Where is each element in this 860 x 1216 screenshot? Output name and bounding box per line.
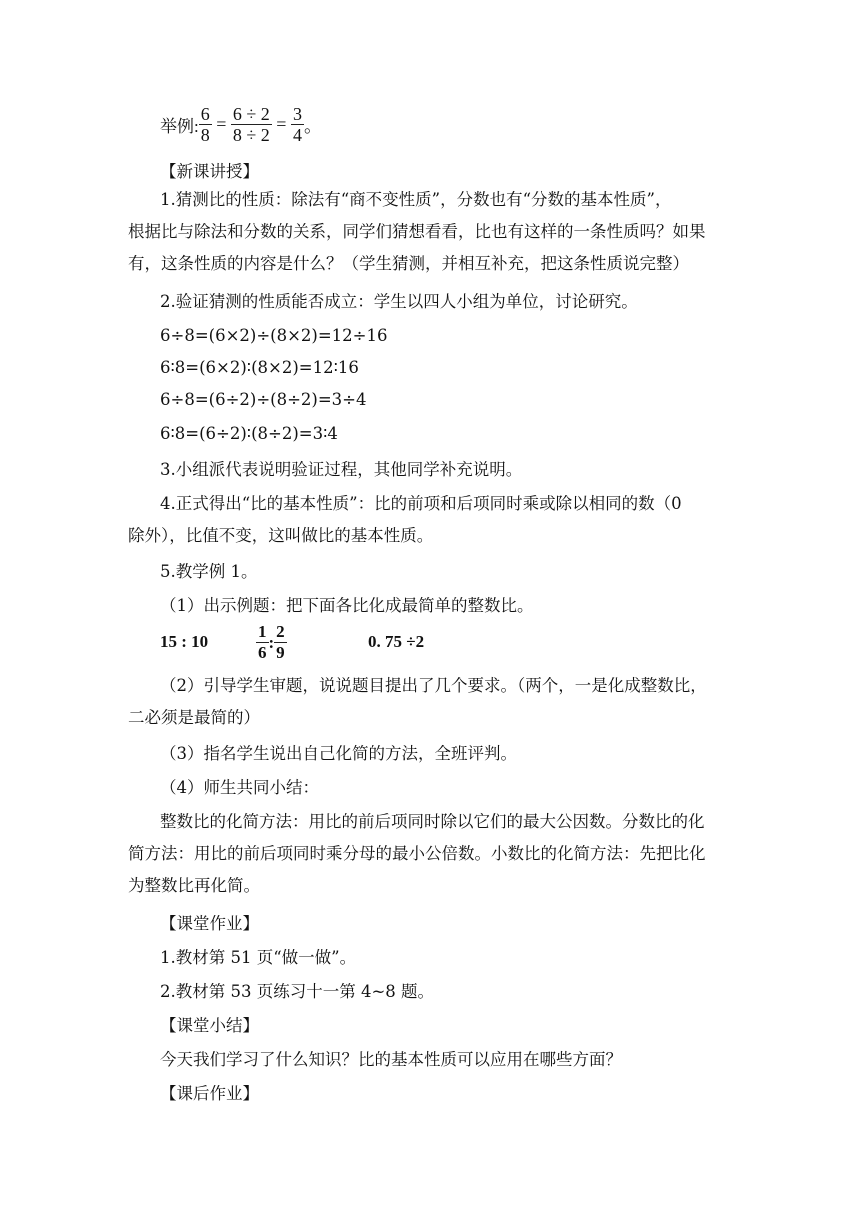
paragraph-4-line-2: 除外），比值不变，这叫做比的基本性质。: [128, 526, 434, 545]
example-label: 举例:: [160, 117, 199, 136]
paragraph-1-line-3: 有，这条性质的内容是什么？（学生猜测，并相互补充，把这条性质说完整）: [128, 254, 689, 273]
formula-line: 6÷8=(6÷2)÷(8÷2)=3÷4: [160, 390, 367, 409]
step-3: （3）指名学生说出自己化简的方法，全班评判。: [160, 744, 517, 763]
class-work-item-1: 1.教材第 51 页“做一做”。: [160, 948, 357, 967]
equals-sign: =: [276, 114, 287, 134]
formula-line: 6∶8=(6÷2)∶(8÷2)=3∶4: [160, 424, 338, 443]
paragraph-5: 5.教学例 1。: [160, 562, 258, 581]
summary-line-1: 整数比的化简方法：用比的前后项同时除以它们的最大公因数。分数比的化: [160, 812, 705, 831]
fraction-6-8: $\frac{6}{8}$: [200, 104, 210, 145]
paragraph-4-line-1: 4.正式得出“比的基本性质”：比的前项和后项同时乘或除以相同的数（0: [160, 494, 682, 513]
section-heading-class-summary: 【课堂小结】: [160, 1016, 259, 1035]
paragraph-2: 2.验证猜测的性质能否成立：学生以四人小组为单位，讨论研究。: [160, 292, 638, 311]
problem-15-10: 15 : 10: [160, 632, 209, 651]
step-2-line-2: 二必须是最简的）: [128, 708, 260, 727]
summary-line-3: 为整数比再化简。: [128, 876, 260, 895]
formula-line: 6÷8=(6×2)÷(8×2)=12÷16: [160, 326, 388, 345]
step-1: （1）出示例题：把下面各比化成最简单的整数比。: [160, 596, 534, 615]
paragraph-1-line-1: 1.猜测比的性质：除法有“商不变性质”，分数也有“分数的基本性质”，: [160, 190, 672, 209]
paragraph-1-line-2: 根据比与除法和分数的关系，同学们猜想看看，比也有这样的一条性质吗？如果: [128, 222, 706, 241]
class-summary-question: 今天我们学习了什么知识？比的基本性质可以应用在哪些方面？: [160, 1050, 622, 1069]
section-heading-new-lesson: 【新课讲授】: [160, 162, 259, 181]
formula-line: 6∶8=(6×2)∶(8×2)=12∶16: [160, 358, 359, 377]
example-line: [160, 104, 322, 145]
step-4: （4）师生共同小结：: [160, 778, 319, 797]
problem-fraction-ratio: $\frac{1}{6}$ : $\frac{2}{9}$: [258, 622, 285, 662]
class-work-item-2: 2.教材第 53 页练习十一第 4~8 题。: [160, 982, 435, 1001]
fraction-3-4: $\frac{3}{4}$: [292, 104, 302, 145]
step-2-line-1: （2）引导学生审题，说说题目提出了几个要求。（两个，一是化成整数比，: [160, 676, 707, 695]
summary-line-2: 简方法：用比的前后项同时乘分母的最小公倍数。小数比的化简方法：先把比化: [128, 844, 706, 863]
period: 。: [303, 115, 322, 136]
section-heading-homework: 【课后作业】: [160, 1084, 259, 1103]
equals-sign: =: [216, 114, 227, 134]
paragraph-3: 3.小组派代表说明验证过程，其他同学补充说明。: [160, 460, 523, 479]
section-heading-class-work: 【课堂作业】: [160, 914, 259, 933]
problem-decimal: 0. 75 ÷2: [368, 632, 425, 651]
fraction-division: $\frac{6 \div 2}{8 \div 2}$: [232, 104, 270, 145]
